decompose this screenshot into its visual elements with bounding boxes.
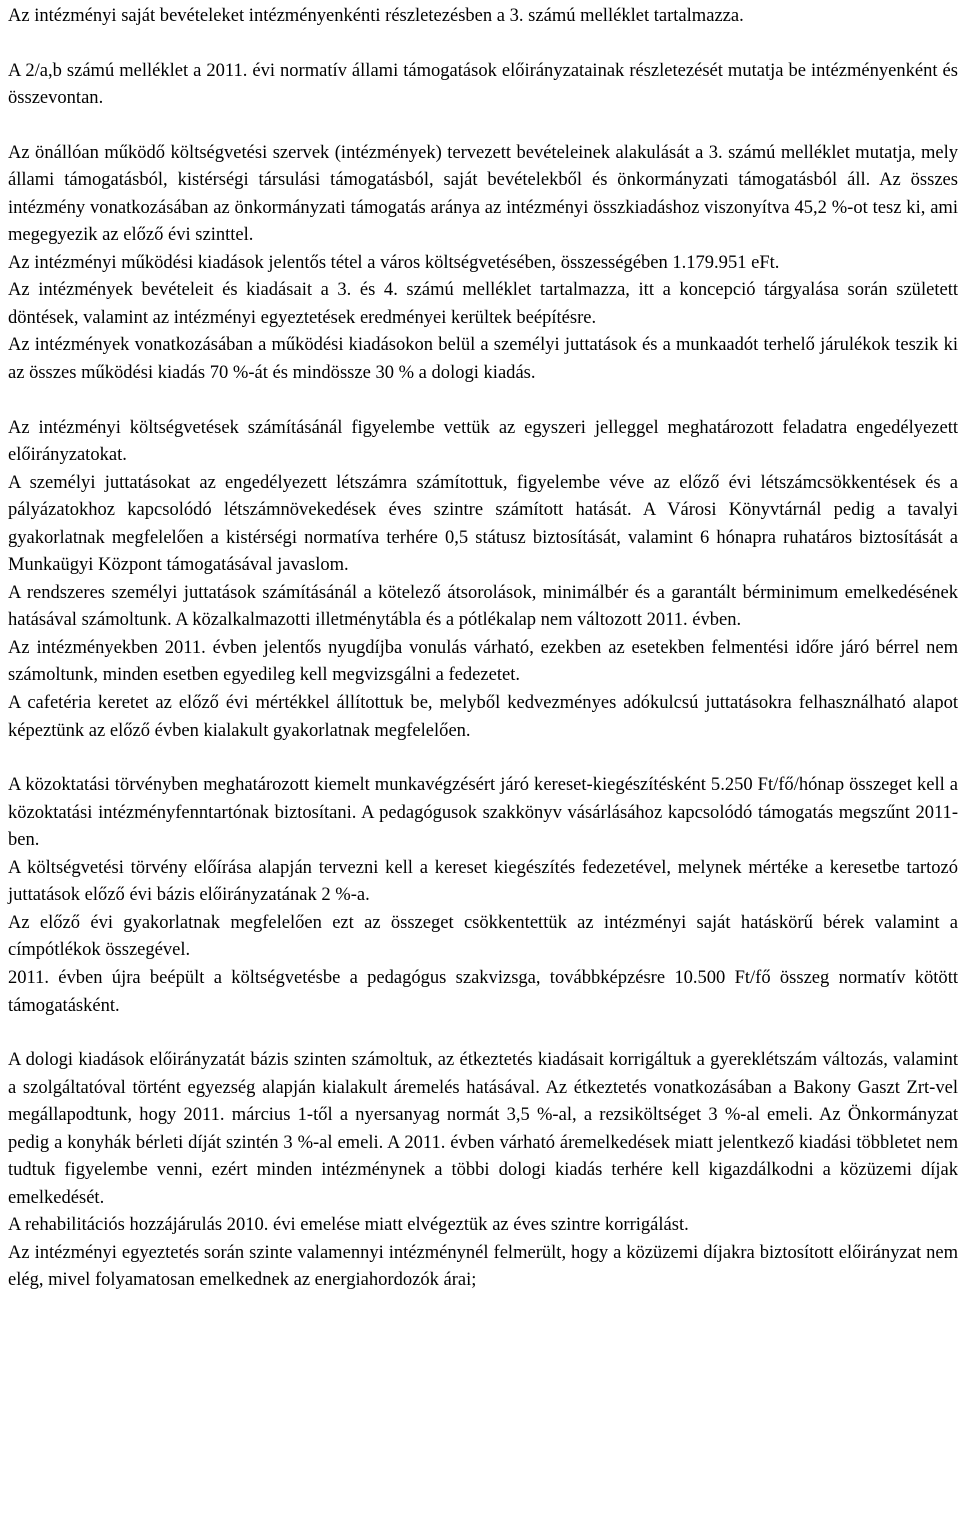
body-paragraph: Az intézményi egyeztetés során szinte valamennyi intézménynél felmerült, hogy a közüzemi díjakra biztosított előirányzat nem elég, mivel folyamatosan emelkednek az energiahordozók árai; bbox=[8, 1241, 958, 1291]
paragraph-spacer bbox=[8, 387, 958, 414]
body-paragraph: Az intézményi működési kiadások jelentős tétel a város költségvetésében, összességében 1.179.951 eFt. bbox=[8, 251, 780, 273]
paragraph-spacer bbox=[8, 744, 958, 771]
body-paragraph: Az intézményekben 2011. évben jelentős nyugdíjba vonulás várható, ezekben az esetekben felmentési időre járó bérrel nem számoltunk, minden esetben egyedileg kell megvizsgálni a fedezetet. bbox=[8, 636, 958, 686]
paragraph-spacer bbox=[8, 30, 958, 57]
body-paragraph: Az előző évi gyakorlatnak megfelelően ezt az összeget csökkentettük az intézményi saját hatáskörű bérek valamint a címpótlékok összegével. bbox=[8, 911, 958, 961]
body-paragraph: 2011. évben újra beépült a költségvetésbe a pedagógus szakvizsga, továbbképzésre 10.500 Ft/fő összeg normatív kötött támogatásként. bbox=[8, 966, 958, 1016]
body-paragraph: A rendszeres személyi juttatások számításánál a kötelező átsorolások, minimálbér és a garantált bérminimum emelkedésének hatásával számoltunk. A közalkalmazotti illetménytábla és a pótlékalap nem változott 2011. évben. bbox=[8, 581, 958, 631]
body-paragraph: A dologi kiadások előirányzatát bázis szinten számoltuk, az étkeztetés kiadásait korrigáltuk a gyereklétszám változás, valamint a szolgáltatóval történt egyezség alapján kialakult áremelés hatásával. Az étkeztetés vonatkozásában a Bakony Gaszt Zrt-vel megállapodtunk, hogy 2011. március 1-től a nyersanyag normát 3,5 %-al, a rezsiköltséget 3 %-al emeli. Az Önkormányzat pedig a konyhák bérleti díját szintén 3 %-al emeli. A 2011. évben várható áremelkedések miatt jelentkező kiadási többletet nem tudtuk figyelembe venni, ezért minden intézménynek a többi dologi kiadás terhére kell kigazdálkodni a közüzemi díjak emelkedését. bbox=[8, 1049, 958, 1208]
body-paragraph: Az intézmények bevételeit és kiadásait a 3. és 4. számú melléklet tartalmazza, itt a koncepció tárgyalása során született döntések, valamint az intézményi egyeztetések eredményei kerültek beépítésre. bbox=[8, 279, 958, 328]
paragraph-spacer bbox=[8, 1019, 958, 1046]
body-paragraph: Az intézmények vonatkozásában a működési kiadásokon belül a személyi juttatások és a munkaadót terhelő járulékok teszik ki az összes működési kiadás 70 %-át és mindössze 30 % a dologi kiadás. bbox=[8, 334, 958, 384]
body-paragraph: A költségvetési törvény előírása alapján tervezni kell a kereset kiegészítés fedezetével, melynek mértéke a keresetbe tartozó juttatások előző évi bázis előirányzatának 2 %-a. bbox=[8, 856, 958, 906]
body-paragraph: Az intézményi saját bevételeket intézményenkénti részletezésben a 3. számú melléklet tartalmazza. bbox=[8, 5, 744, 26]
paragraph-spacer bbox=[8, 112, 958, 139]
body-paragraph: A cafetéria keretet az előző évi mértékkel állítottuk be, melyből kedvezményes adókulcsú juttatásokra felhasználható alapot képeztünk az előző évben kialakult gyakorlatnak megfelelően. bbox=[8, 692, 958, 741]
body-paragraph: Az önállóan működő költségvetési szervek (intézmények) tervezett bevételeinek alakulását a 3. számú melléklet mutatja, mely állami támogatásból, kistérségi társulási támogatásból, saját bevételekből és önkormányzati támogatásból áll. Az összes intézmény vonatkozásában az önkormányzati támogatás aránya az intézményi összkiadáshoz viszonyítva 45,2 %-ot tesz ki, ami megegyezik az előző évi szinttel. bbox=[8, 141, 958, 246]
body-paragraph: Az intézményi költségvetések számításánál figyelembe vettük az egyszeri jelleggel meghatározott feladatra engedélyezett előirányzatokat. bbox=[8, 416, 958, 466]
body-paragraph: A személyi juttatásokat az engedélyezett létszámra számítottuk, figyelembe véve az előző évi létszámcsökkentések és a pályázatokhoz kapcsolódó létszámnövekedések éves szintre számított hatását. A Városi Könyvtárnál pedig a tavalyi gyakorlatnak megfelelően a kistérségi normatíva terhére 0,5 státusz biztosítását, valamint 6 hónapra ruhatáros biztosítását a Munkaügyi Központ támogatásával javaslom. bbox=[8, 471, 958, 576]
body-paragraph: A rehabilitációs hozzájárulás 2010. évi emelése miatt elvégeztük az éves szintre korrigálást. bbox=[8, 1214, 689, 1236]
body-paragraph: A közoktatási törvényben meghatározott kiemelt munkavégzésért járó kereset-kiegészítésként 5.250 Ft/fő/hónap összeget kell a közoktatási intézményfenntartónak biztosítani. A pedagógusok szakkönyv vásárlásához kapcsolódó támogatás megszűnt 2011-ben. bbox=[8, 774, 958, 851]
body-paragraph: A 2/a,b számú melléklet a 2011. évi normatív állami támogatások előirányzatainak részletezését mutatja be intézményenként és összevontan. bbox=[8, 59, 958, 109]
